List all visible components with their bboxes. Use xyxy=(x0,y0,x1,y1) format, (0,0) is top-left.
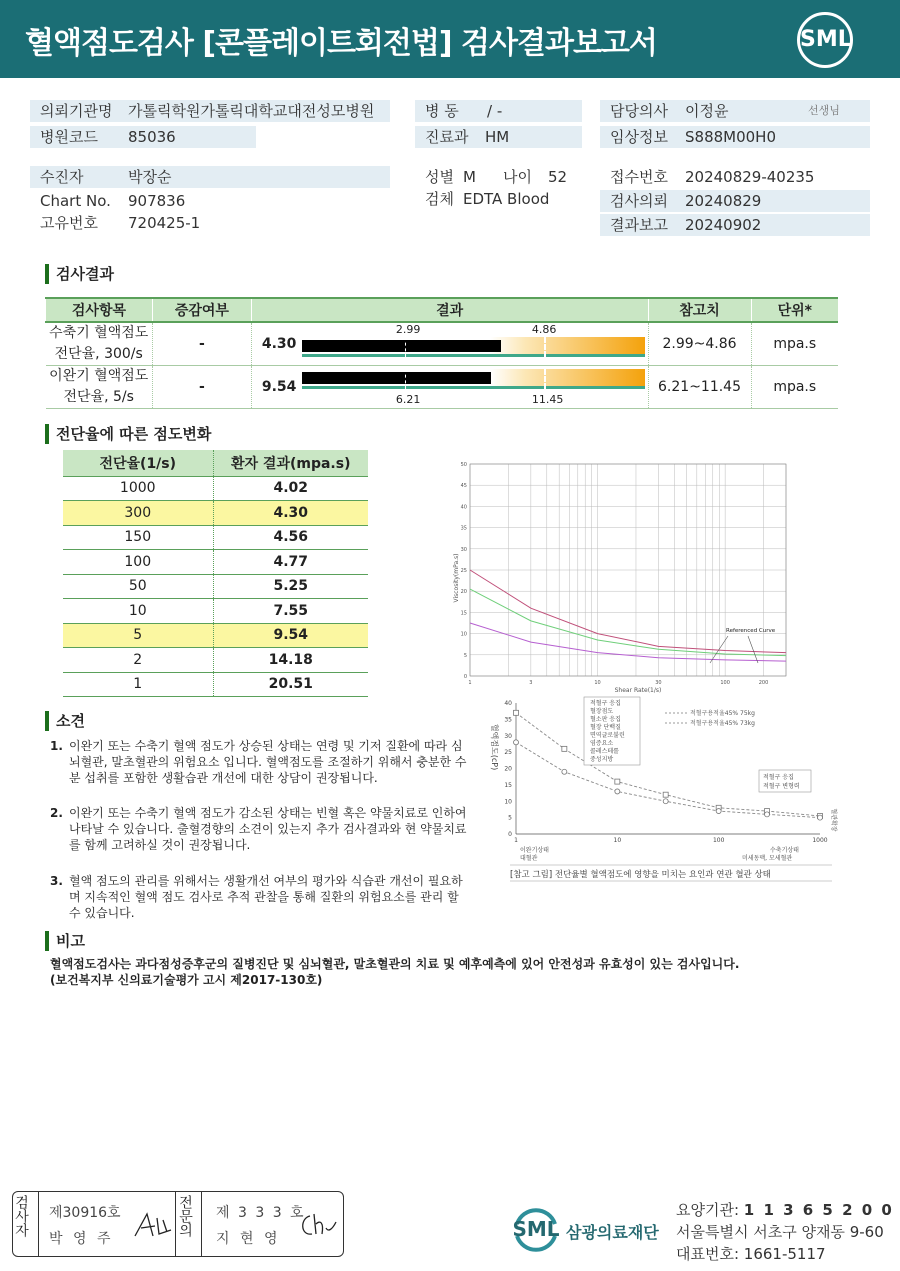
factor-item: 적혈구 응집 xyxy=(590,700,621,707)
col-item: 검사항목 xyxy=(46,298,153,322)
y-tick-label: 35 xyxy=(460,525,467,532)
opinion-text: 이완기 또는 수축기 혈액 점도가 상승된 상태는 연령 및 기저 질환에 따라 심뇌혈관, 말초혈관의 위험요소 입니다. 혈액점도를 조절하기 위해서 충분한 수분 섭취를 포함한 생활습관 개선에 대한 상담이 권장됩니다. xyxy=(69,739,467,785)
footer-address: 서울특별시 서초구 양재동 9-60 xyxy=(676,1223,884,1241)
shear-rate-cell: 50 xyxy=(63,574,213,599)
chart1-grid xyxy=(461,462,786,686)
y-tick-label: 15 xyxy=(504,781,512,789)
legend-73kg: 적혈구용적율45% 73kg xyxy=(690,720,755,727)
x-tick-label: 30 xyxy=(655,680,662,686)
doctor-label: 담당의사 xyxy=(610,102,668,120)
institution-value: 가톨릭학원가톨릭대학교대전성모병원 xyxy=(128,102,375,120)
phone-row xyxy=(676,1243,826,1264)
chart2-series xyxy=(514,710,823,820)
report-header xyxy=(0,0,900,78)
y-tick-label: 0 xyxy=(508,831,512,838)
factor2-item: 적혈구 변형력 xyxy=(763,783,800,790)
y-tick-label: 15 xyxy=(460,610,467,617)
opinion-item xyxy=(50,805,470,853)
test-item: 이완기 혈액점도 전단율, 5/s xyxy=(46,366,153,409)
viscosity-chart xyxy=(448,458,793,695)
gauge-low-label: 6.21 xyxy=(395,393,421,406)
chart-no-value: 907836 xyxy=(128,192,186,210)
table-row xyxy=(63,476,368,501)
referenced-curve-annotation: Referenced Curve xyxy=(726,628,776,634)
sex-value: M xyxy=(463,168,476,186)
data-point xyxy=(818,815,823,820)
phone-number: 1661-5117 xyxy=(743,1245,826,1263)
patient-result-cell: 7.55 xyxy=(213,599,368,624)
opinion-number: 2. xyxy=(50,806,63,820)
y-tick-label: 35 xyxy=(504,716,512,724)
hospital-code-label: 병원코드 xyxy=(40,128,98,146)
annotation-pointer xyxy=(710,636,758,663)
chart-no-label: Chart No. xyxy=(40,192,111,210)
tester-name: 박 영 주 xyxy=(49,1231,114,1247)
chart-no-row xyxy=(30,190,390,212)
request-row xyxy=(600,190,870,212)
gauge-low-marker xyxy=(405,337,406,357)
y-tick-label: 25 xyxy=(460,568,467,574)
shear-rate-cell: 5 xyxy=(63,623,213,648)
x-tick-label: 100 xyxy=(720,680,730,686)
clinical-value: S888M00H0 xyxy=(685,128,777,146)
factor-item: 혈장 단백질 xyxy=(590,724,621,731)
shear-rate-cell: 1 xyxy=(63,672,213,697)
gauge-high-label: 11.45 xyxy=(531,393,564,406)
gauge-low-marker xyxy=(405,369,406,389)
data-point xyxy=(615,779,620,784)
left-note-1: 이완기상태 xyxy=(520,847,549,854)
shear-rate-cell: 300 xyxy=(63,501,213,526)
series-line xyxy=(470,570,786,653)
remarks-text xyxy=(50,956,739,988)
x-tick-label: 1 xyxy=(514,837,518,844)
specialist-label: 전문의 xyxy=(177,1195,193,1237)
patient-result-cell: 4.30 xyxy=(213,501,368,526)
factor-item: 염증요소 xyxy=(590,740,614,747)
opinion-text: 혈액 점도의 관리를 위해서는 생활개선 여부의 평가와 식습관 개선이 필요하며 지속적인 혈액 점도 검사로 추적 관찰을 통해 질환의 위험요소를 관리 할 수 있습니다. xyxy=(69,874,463,920)
x-tick-label: 10 xyxy=(594,680,601,686)
y-tick-label: 30 xyxy=(504,732,512,740)
care-number-row xyxy=(676,1199,894,1220)
y-tick-label: 25 xyxy=(504,749,512,757)
result-value: 9.54 xyxy=(261,379,297,395)
table-row xyxy=(63,550,368,575)
gauge-bar xyxy=(302,340,501,352)
shear-rate-cell: 10 xyxy=(63,599,213,624)
factor-item: 중성지방 xyxy=(590,756,614,763)
legend-75kg: 적혈구용적율45% 75kg xyxy=(690,710,755,717)
patient-result-cell: 14.18 xyxy=(213,648,368,673)
table-row xyxy=(46,322,839,366)
col-flag: 증감여부 xyxy=(152,298,251,322)
institution-label: 의뢰기관명 xyxy=(40,102,113,120)
result-cell xyxy=(251,366,648,409)
patient-result-cell: 4.02 xyxy=(213,476,368,501)
y-tick-label: 5 xyxy=(463,652,467,659)
care-number: 1 1 3 6 5 2 0 0 xyxy=(743,1201,894,1219)
patient-result-cell: 5.25 xyxy=(213,574,368,599)
report-date-row xyxy=(600,214,870,236)
gauge-high-marker xyxy=(544,369,546,389)
gauge-bar xyxy=(302,372,491,384)
doctor-value: 이정윤 xyxy=(685,102,729,120)
data-point xyxy=(765,812,770,817)
patient-value: 박장순 xyxy=(128,168,172,186)
unique-id-row xyxy=(30,212,390,234)
patient-row xyxy=(30,166,390,188)
result-cell xyxy=(251,322,648,366)
factor-item: 혈장점도 xyxy=(590,708,614,715)
phone-label: 대표번호: xyxy=(676,1245,740,1263)
specimen-value: EDTA Blood xyxy=(463,190,550,208)
table-row xyxy=(46,366,839,409)
unique-id-label: 고유번호 xyxy=(40,214,98,232)
col-shear-rate: 전단율(1/s) xyxy=(63,450,213,476)
chart1-series xyxy=(470,570,786,661)
y-tick-label: 0 xyxy=(463,674,467,680)
factor-item: 면역글로불린 xyxy=(590,732,625,739)
y-tick-label: 20 xyxy=(460,589,467,596)
viscosity-table xyxy=(63,450,368,697)
left-note-2: 대혈관 xyxy=(520,855,538,862)
data-point xyxy=(562,769,567,774)
specialist-name: 지 현 영 xyxy=(216,1231,281,1247)
sml-logo: SML xyxy=(797,12,853,68)
y-tick-label: 20 xyxy=(504,765,512,773)
patient-result-cell: 20.51 xyxy=(213,672,368,697)
age-label: 나이 xyxy=(503,168,532,186)
factor-item: 콜레스테롤 xyxy=(590,748,619,755)
remarks-line-1: 혈액점도검사는 과다점성증후군의 질병진단 및 심뇌혈관, 말초혈관의 치료 및 예후예측에 있어 안전성과 유효성이 있는 검사입니다. xyxy=(50,957,740,971)
care-label: 요양기관: xyxy=(676,1201,740,1219)
report-date-label: 결과보고 xyxy=(610,216,668,234)
gauge-high-marker xyxy=(544,337,546,357)
y-tick-label: 5 xyxy=(508,814,512,822)
right-note-1: 수축기상태 xyxy=(770,847,799,854)
patient-result-cell: 4.56 xyxy=(213,525,368,550)
data-point xyxy=(615,789,620,794)
x-tick-label: 100 xyxy=(712,837,725,844)
right-note-2: 미세동맥, 모세혈관 xyxy=(742,855,793,862)
patient-label: 수진자 xyxy=(40,168,84,186)
signature-box xyxy=(12,1191,344,1257)
ward-row xyxy=(415,100,582,122)
opinion-number: 3. xyxy=(50,874,63,888)
table-row xyxy=(63,501,368,526)
tester-label: 검사자 xyxy=(13,1195,29,1237)
result-gauge xyxy=(302,337,645,357)
shear-rate-cell: 2 xyxy=(63,648,213,673)
x-tick-label: 10 xyxy=(613,837,622,844)
specialist-signature xyxy=(298,1210,338,1240)
report-title: 혈액점도검사 [콘플레이트회전법] 검사결과보고서 xyxy=(25,26,657,61)
col-result: 결과 xyxy=(251,298,648,322)
y-tick-label: 40 xyxy=(504,700,512,707)
gauge-baseline xyxy=(302,354,645,357)
factor-item: 혈소판 응집 xyxy=(590,716,621,723)
clinical-label: 임상정보 xyxy=(610,128,668,146)
footer-logo xyxy=(511,1204,561,1254)
age-value: 52 xyxy=(548,168,568,186)
x-tick-label: 3 xyxy=(529,680,533,686)
viscosity-table-body xyxy=(63,476,368,697)
hospital-code-value: 85036 xyxy=(128,128,176,146)
series-line xyxy=(470,589,786,656)
request-label: 검사의뢰 xyxy=(610,192,668,210)
data-point xyxy=(514,710,519,715)
unique-id-value: 720425-1 xyxy=(128,214,201,232)
table-row xyxy=(63,525,368,550)
x-tick-label: 1000 xyxy=(812,837,828,844)
unit: mpa.s xyxy=(751,322,838,366)
y-tick-label: 10 xyxy=(504,798,512,806)
doctor-row xyxy=(600,100,870,122)
opinion-item xyxy=(50,738,470,786)
gauge-baseline xyxy=(302,386,645,389)
request-value: 20240829 xyxy=(685,192,762,210)
x-tick-label: 1 xyxy=(468,680,472,686)
remarks-line-2: (보건복지부 신의료기술평가 고시 제2017-130호) xyxy=(50,973,323,987)
patient-result-cell: 4.77 xyxy=(213,550,368,575)
hospital-code-row xyxy=(30,126,256,148)
footer-logo-text: SML xyxy=(512,1217,560,1241)
department-value: HM xyxy=(485,128,510,146)
ward-label: 병 동 xyxy=(425,102,459,120)
data-point xyxy=(663,799,668,804)
data-point xyxy=(716,809,721,814)
flag: - xyxy=(152,366,251,409)
specialist-license: 제 3 3 3 호 xyxy=(216,1205,306,1221)
factor2-item: 적혈구 응집 xyxy=(763,774,794,781)
opinion-text: 이완기 또는 수축기 혈액 점도가 감소된 상태는 빈혈 혹은 약물치료로 인하여 나타날 수 있습니다. 출혈경향의 소견이 있는지 추가 검사결과와 현 약물치료를 함께 고려하실 것이 권장됩니다. xyxy=(69,806,467,852)
chart1-ylabel: Viscosity(mPa.s) xyxy=(453,553,460,603)
clinical-row xyxy=(600,126,870,148)
data-point xyxy=(514,740,519,745)
shear-rate-cell: 150 xyxy=(63,525,213,550)
flag: - xyxy=(152,322,251,366)
sex-label: 성별 xyxy=(425,168,454,186)
table-row xyxy=(63,672,368,697)
y-tick-label: 50 xyxy=(460,462,467,468)
col-ref: 참고치 xyxy=(648,298,751,322)
table-row xyxy=(63,574,368,599)
tester-license: 제30916호 xyxy=(49,1205,121,1221)
opinion-item xyxy=(50,873,470,921)
receipt-value: 20240829-40235 xyxy=(685,168,815,186)
results-section-title: 검사결과 xyxy=(45,264,114,284)
receipt-label: 접수번호 xyxy=(610,168,668,186)
ward-value: / - xyxy=(487,102,503,120)
remarks-section-title: 비고 xyxy=(45,931,85,951)
result-gauge xyxy=(302,369,645,389)
viscosity-section-title: 전단율에 따른 점도변화 xyxy=(45,424,211,444)
sex-age-row xyxy=(415,166,595,188)
x-tick-label: 200 xyxy=(758,680,769,686)
chart2-caption: [참고 그림] 전단율별 혈액점도에 영향을 미치는 요인과 연관 혈관 상태 xyxy=(510,870,771,880)
table-row xyxy=(63,623,368,648)
opinion-section-title: 소견 xyxy=(45,711,85,731)
data-point xyxy=(663,792,668,797)
table-row xyxy=(63,599,368,624)
opinion-number: 1. xyxy=(50,739,63,753)
reference-range: 2.99~4.86 xyxy=(648,322,751,366)
chart1-xlabel: Shear Rate(1/s) xyxy=(614,687,662,694)
y-tick-label: 45 xyxy=(460,483,467,490)
institution-row xyxy=(30,100,390,122)
result-value: 4.30 xyxy=(261,336,297,352)
data-point xyxy=(562,746,567,751)
y-tick-label: 10 xyxy=(460,631,467,638)
department-label: 진료과 xyxy=(425,128,469,146)
patient-result-cell: 9.54 xyxy=(213,623,368,648)
shear-rate-cell: 1000 xyxy=(63,476,213,501)
vasodilation-label: 혈관확장 xyxy=(830,808,837,832)
col-unit: 단위* xyxy=(751,298,838,322)
department-row xyxy=(415,126,582,148)
results-table xyxy=(45,297,838,409)
chart2-ylabel: 혈액점도(cP) xyxy=(490,723,499,771)
y-tick-label: 30 xyxy=(460,546,467,553)
y-tick-label: 40 xyxy=(460,504,467,511)
tester-signature xyxy=(133,1210,173,1240)
gauge-low-label: 2.99 xyxy=(395,323,421,336)
doctor-suffix: 선생님 xyxy=(808,104,840,117)
gauge-high-label: 4.86 xyxy=(531,323,557,336)
col-patient-result: 환자 결과(mpa.s) xyxy=(213,450,368,476)
receipt-row xyxy=(600,166,870,188)
footer-org: 삼광의료재단 xyxy=(566,1223,659,1242)
reference-factor-chart xyxy=(480,695,840,885)
shear-rate-cell: 100 xyxy=(63,550,213,575)
unit: mpa.s xyxy=(751,366,838,409)
test-item: 수축기 혈액점도 전단율, 300/s xyxy=(46,322,153,366)
table-row xyxy=(63,648,368,673)
specimen-label: 검체 xyxy=(425,190,454,208)
specimen-row xyxy=(415,188,595,210)
report-date-value: 20240902 xyxy=(685,216,762,234)
reference-range: 6.21~11.45 xyxy=(648,366,751,409)
